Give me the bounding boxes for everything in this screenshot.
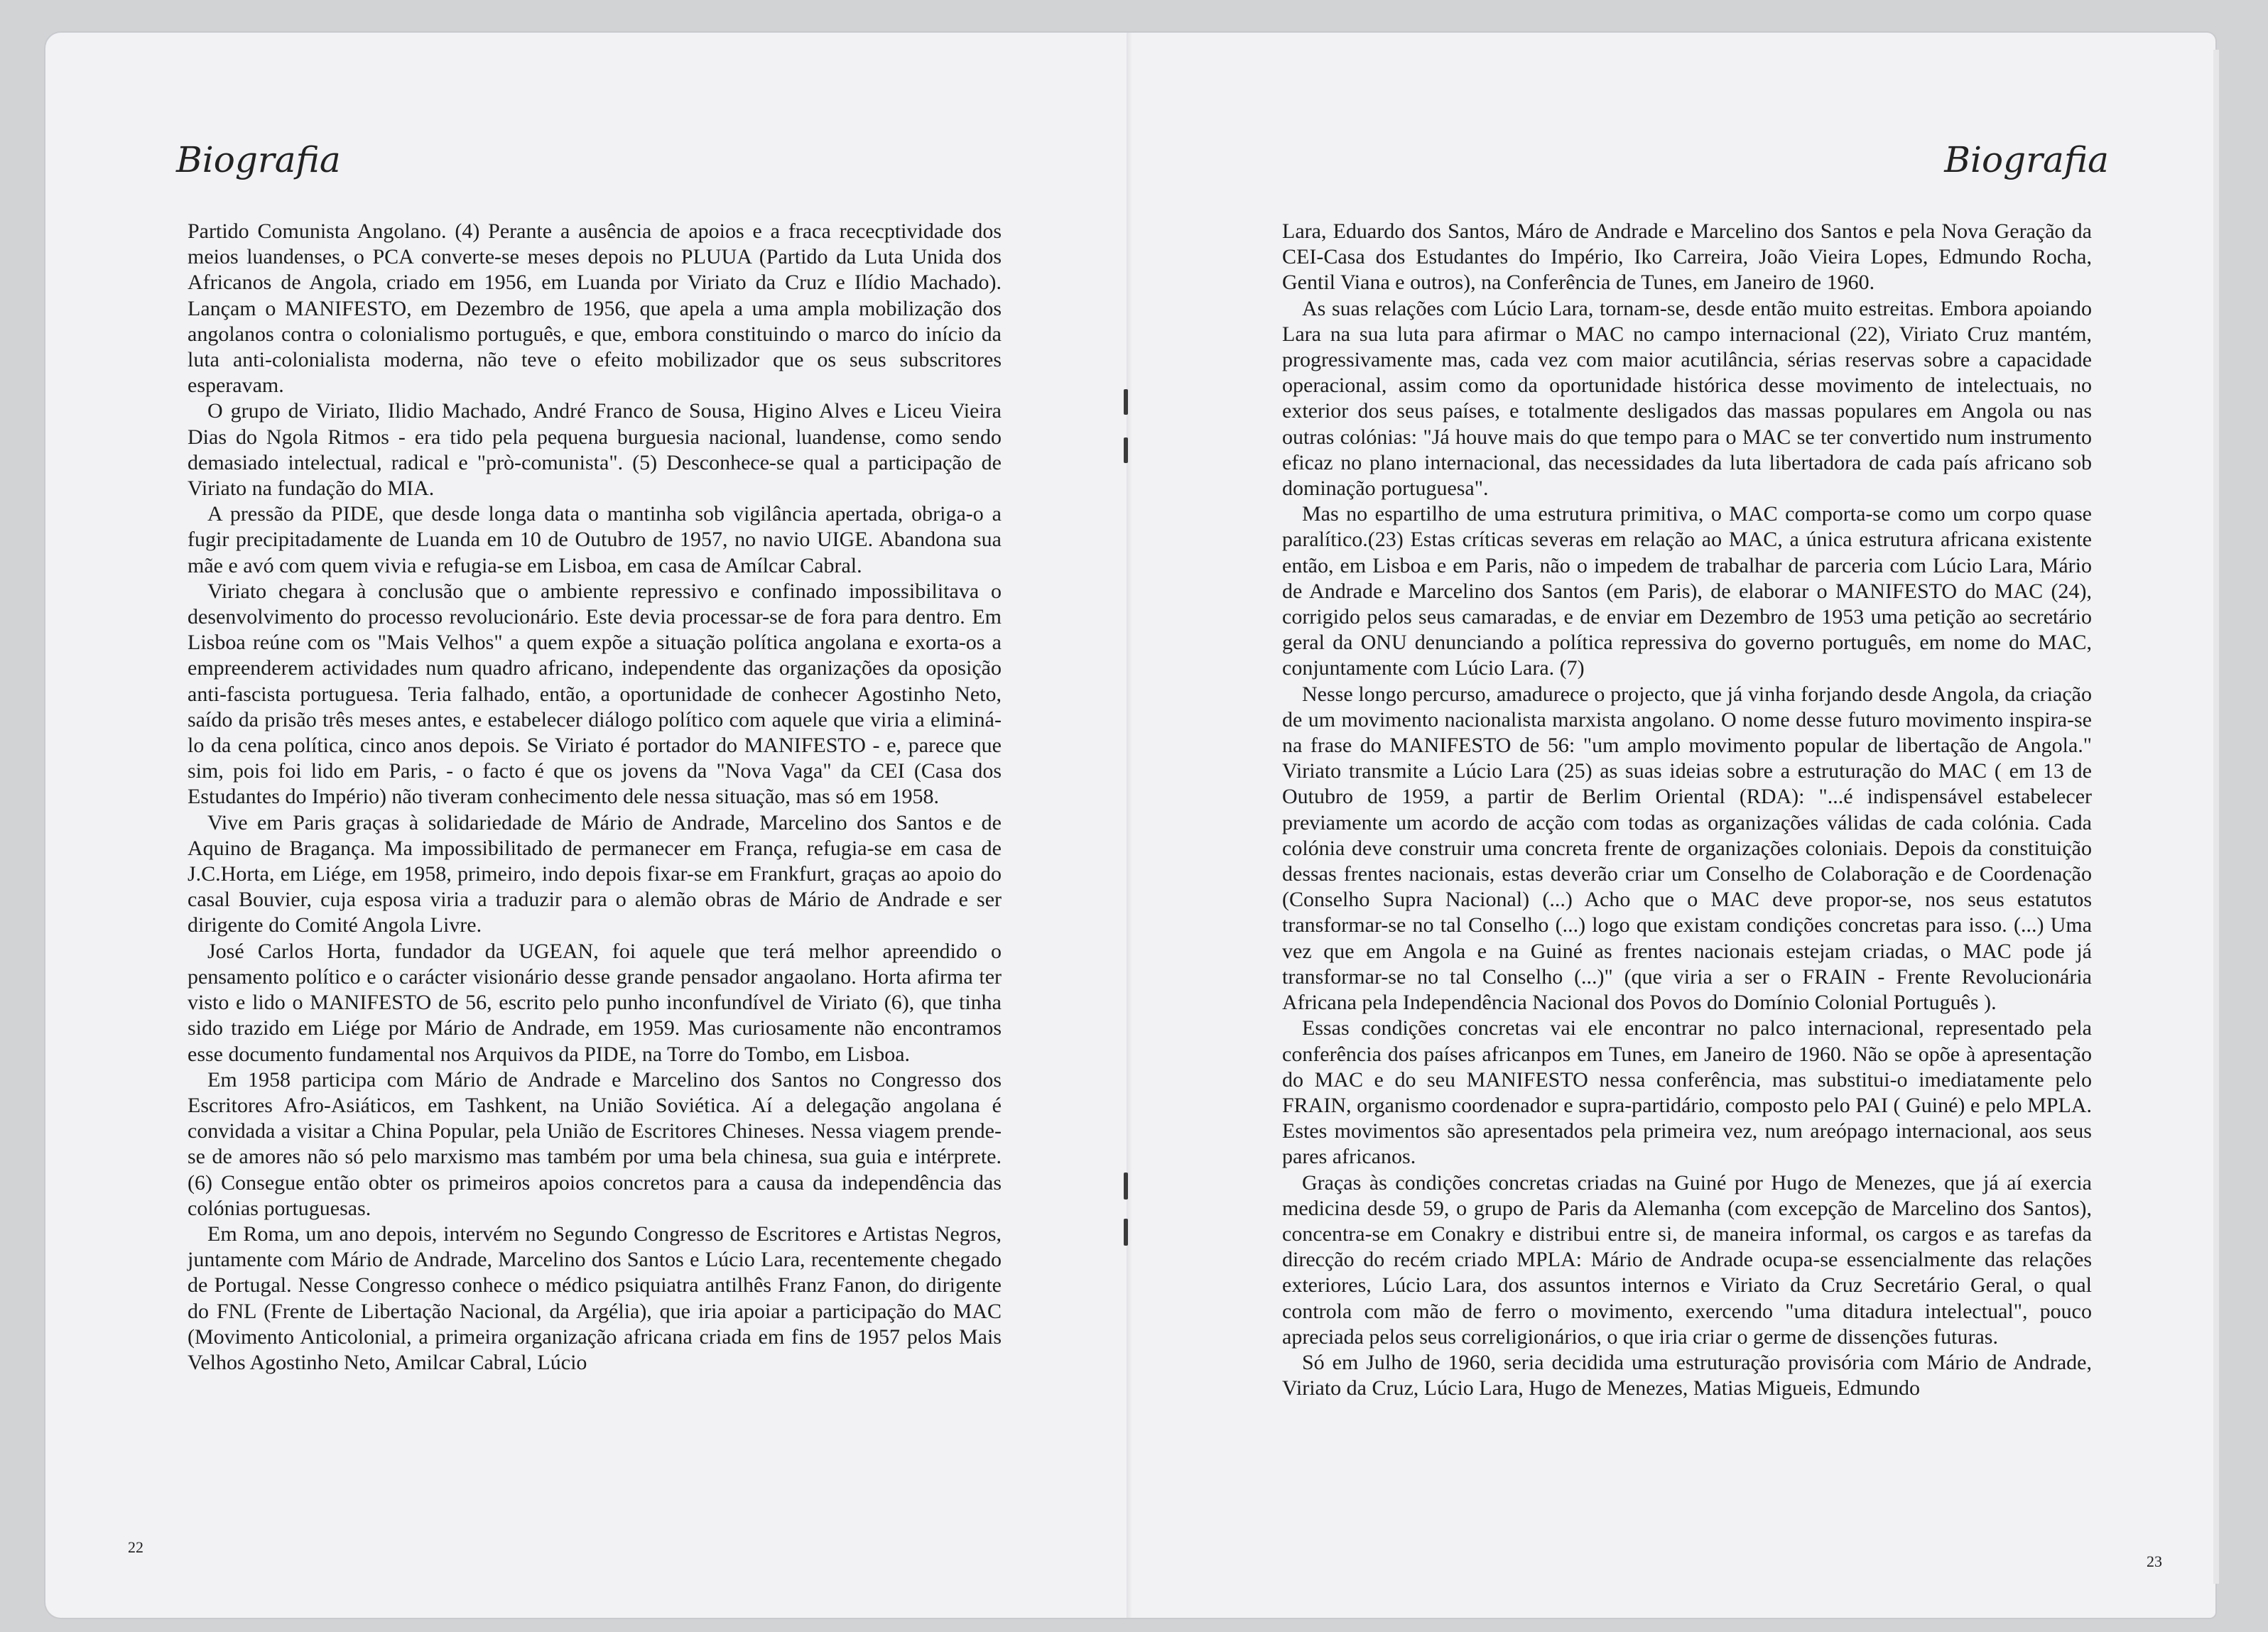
staple [1124, 1173, 1128, 1199]
right-page [1132, 33, 2215, 1618]
paragraph: José Carlos Horta, fundador da UGEAN, foi aquele que terá melhor apreendido o pensamento político e o carácter visionário desse grande pensador angaolano. Horta afirma ter visto e lido o MANIFESTO de 56, escrito pelo punho inconfundível de Viriato (6), que tinha sido trazido em Liége por Mário de Andrade, em 1959. Mas curiosamente não encontramos esse documento fundamental nos Arquivos da PIDE, na Torre do Tombo, em Lisboa. [188, 939, 1002, 1066]
body-text [1282, 219, 2092, 1401]
staple [1124, 1219, 1128, 1246]
staple [1124, 437, 1128, 463]
page-number: 23 [2147, 1552, 2162, 1570]
page-edge [2213, 50, 2219, 1584]
paragraph: Só em Julho de 1960, seria decidida uma estruturação provisória com Mário de Andrade, Viriato da Cruz, Lúcio Lara, Hugo de Menezes, Matias Migueis, Edmundo [1282, 1350, 2092, 1400]
staple [1124, 389, 1128, 415]
paragraph: Mas no espartilho de uma estrutura primitiva, o MAC comporta-se como um corpo quase paralítico.(23) Estas críticas severas em relação ao MAC, a única estrutura africana existente então, em Lisboa e em Paris, não o impedem de trabalhar de parceria com Lúcio Lara, Mário de Andrade e Marcelino dos Santos (em Paris), de elaborar o MANIFESTO do MAC (24), corrigido pelos seus camaradas, e de enviar em Dezembro de 1953 uma petição ao secretário geral da ONU denunciando a política repressiva do governo português, em nome do MAC, conjuntamente com Lúcio Lara. (7) [1282, 502, 2092, 680]
page-header: Biografia [1944, 139, 2109, 180]
paragraph: Partido Comunista Angolano. (4) Perante a ausência de apoios e a fraca rececptividade dos meios luandenses, o PCA converte-se meses depois no PLUUA (Partido da Luta Unida dos Africanos de Angola, criado em 1956, em Luanda por Viriato da Cruz e Ilídio Machado). Lançam o MANIFESTO, em Dezembro de 1956, que apela a uma ampla mobilização dos angolanos contra o colonialismo português, e que, embora constituindo o marco do início da luta anti-colonialista moderna, não teve o efeito mobilizador que os seus subscritores esperavam. [188, 219, 1002, 398]
paragraph: Viriato chegara à conclusão que o ambiente repressivo e confinado impossibilitava o desenvolvimento do processo revolucionário. Este devia processar-se de fora para dentro. Em Lisboa reúne com os "Mais Velhos" a quem expõe a situação política angolana e exorta-os a empreenderem actividades num quadro africano, independente das organizações da oposição anti-fascista portuguesa. Teria falhado, então, a oportunidade de conhecer Agostinho Neto, saído da prisão três meses antes, e estabelecer diálogo político com aquele que viria a eliminá-lo da cena política, cinco anos depois. Se Viriato é portador do MANIFESTO - e, parece que sim, pois foi lido em Paris, - o facto é que os jovens da "Nova Vaga" da CEI (Casa dos Estudantes do Império) não tiveram conhecimento dele nessa situação, mas só em 1958. [188, 579, 1002, 809]
page-number: 22 [128, 1538, 143, 1556]
paragraph: As suas relações com Lúcio Lara, tornam-se, desde então muito estreitas. Embora apoiando Lara na sua luta para afirmar o MAC no campo internacional (22), Viriato Cruz mantém, progressivamente mas, cada vez com maior acutilância, sérias reservas sobre a capacidade operacional, assim como da oportunidade histórica desse movimento de intelectuais, no exterior dos seus países, e totalmente desligados das massas populares em Angola ou nas outras colónias: "Já houve mais do que tempo para o MAC se ter convertido num instrumento eficaz no plano internacional, das necessidades da luta libertadora de cada país africano sob dominação portuguesa". [1282, 296, 2092, 501]
paragraph: Lara, Eduardo dos Santos, Máro de Andrade e Marcelino dos Santos e pela Nova Geração da CEI-Casa dos Estudantes do Império, Iko Carreira, João Vieira Lopes, Edmundo Rocha, Gentil Viana e outros), na Conferência de Tunes, em Janeiro de 1960. [1282, 219, 2092, 295]
left-page [45, 33, 1125, 1618]
paragraph: Em 1958 participa com Mário de Andrade e Marcelino dos Santos no Congresso dos Escritores Afro-Asiáticos, em Tashkent, na União Soviética. Aí a delegação angolana é convidada a visitar a China Popular, pela União de Escritores Chineses. Nessa viagem prende-se de amores não só pelo marxismo mas também por uma bela chinesa, sua guia e intérprete. (6) Consegue então obter os primeiros apoios concretos para a causa da independência das colónias portuguesas. [188, 1067, 1002, 1220]
paragraph: O grupo de Viriato, Ilidio Machado, André Franco de Sousa, Higino Alves e Liceu Vieira Dias do Ngola Ritmos - era tido pela pequena burguesia nacional, luandense, como sendo demasiado intelectual, radical e "prò-comunista". (5) Desconhece-se qual a participação de Viriato na fundação do MIA. [188, 399, 1002, 501]
paragraph: Essas condições concretas vai ele encontrar no palco internacional, representado pela conferência dos países africanpos em Tunes, em Janeiro de 1960. Não se opõe à apresentação do MAC e do seu MANIFESTO nessa conferência, mas substitui-o imediatamente pelo FRAIN, organismo coordenador e supra-partidário, composto pelo PAI ( Guiné) e pelo MPLA. Estes movimentos são apresentados pela primeira vez, num areópago internacional, aos seus pares africanos. [1282, 1016, 2092, 1169]
body-text [188, 219, 1002, 1376]
booklet-spread [45, 33, 2215, 1618]
paragraph: Nesse longo percurso, amadurece o projecto, que já vinha forjando desde Angola, da criação de um movimento nacionalista marxista angolano. O nome desse futuro movimento inspira-se na frase do MANIFESTO de 56: "um amplo movimento popular de libertação de Angola." Viriato transmite a Lúcio Lara (25) as suas ideias sobre a estruturação do MAC ( em 13 de Outubro de 1959, a partir de Berlim Oriental (RDA): "...é indispensável estabelecer previamente um acordo de acção com todas as organizações válidas de cada colónia. Cada colónia deve construir uma concreta frente de organizações coloniais. Depois da constituição dessas frentes nacionais, estas deverão criar um Conselho de Colaboração e de Coordenação (Conselho Supra Nacional) (...) Acho que o MAC deve propor-se, nos seus estatutos transformar-se no tal Conselho (...) logo que existam condições concretas para isso. (...) Uma vez que em Angola e na Guiné as frentes nacionais estejam criadas, o MAC pode já transformar-se no tal Conselho (...)" (que viria a ser o FRAIN - Frente Revolucionária Africana pela Independência Nacional dos Povos do Domínio Colonial Português ). [1282, 682, 2092, 1015]
paragraph: Em Roma, um ano depois, intervém no Segundo Congresso de Escritores e Artistas Negros, juntamente com Mário de Andrade, Marcelino dos Santos e Lúcio Lara, recentemente chegado de Portugal. Nesse Congresso conhece o médico psiquiatra antilhês Franz Fanon, do dirigente do FNL (Frente de Libertação Nacional, da Argélia), que iria apoiar a participação do MAC (Movimento Anticolonial, a primeira organização africana criada em fins de 1957 pelos Mais Velhos Agostinho Neto, Amilcar Cabral, Lúcio [188, 1222, 1002, 1374]
paragraph: A pressão da PIDE, que desde longa data o mantinha sob vigilância apertada, obriga-o a fugir precipitadamente de Luanda em 10 de Outubro de 1957, no navio UIGE. Abandona sua mãe e avó com quem vivia e refugia-se em Lisboa, em casa de Amílcar Cabral. [188, 502, 1002, 577]
paragraph: Graças às condições concretas criadas na Guiné por Hugo de Menezes, que já aí exercia medicina desde 59, o grupo de Paris da Alemanha (com excepção de Marcelino dos Santos), concentra-se em Conakry e distribui entre si, de maneira informal, os cargos e as tarefas da direcção do recém criado MPLA: Mário de Andrade ocupa-se essencialmente das relações exteriores, Lúcio Lara, dos assuntos internos e Viriato da Cruz Secretário Geral, o qual controla com mão de ferro o movimento, exercendo "uma ditadura intelectual", pouco apreciada pelos seus correligionários, o que iria criar o germe de dissenções futuras. [1282, 1170, 2092, 1349]
page-header: Biografia [176, 139, 341, 180]
paragraph: Vive em Paris graças à solidariedade de Mário de Andrade, Marcelino dos Santos e de Aquino de Bragança. Ma impossibilitado de permanecer em França, refugia-se em casa de J.C.Horta, em Liége, em 1958, primeiro, indo depois fixar-se em Frankfurt, graças ao apoio do casal Bouvier, cuja esposa viria a traduzir para o alemão obras de Mário de Andrade e ser dirigente do Comité Angola Livre. [188, 810, 1002, 937]
spine-fold [1127, 33, 1132, 1618]
